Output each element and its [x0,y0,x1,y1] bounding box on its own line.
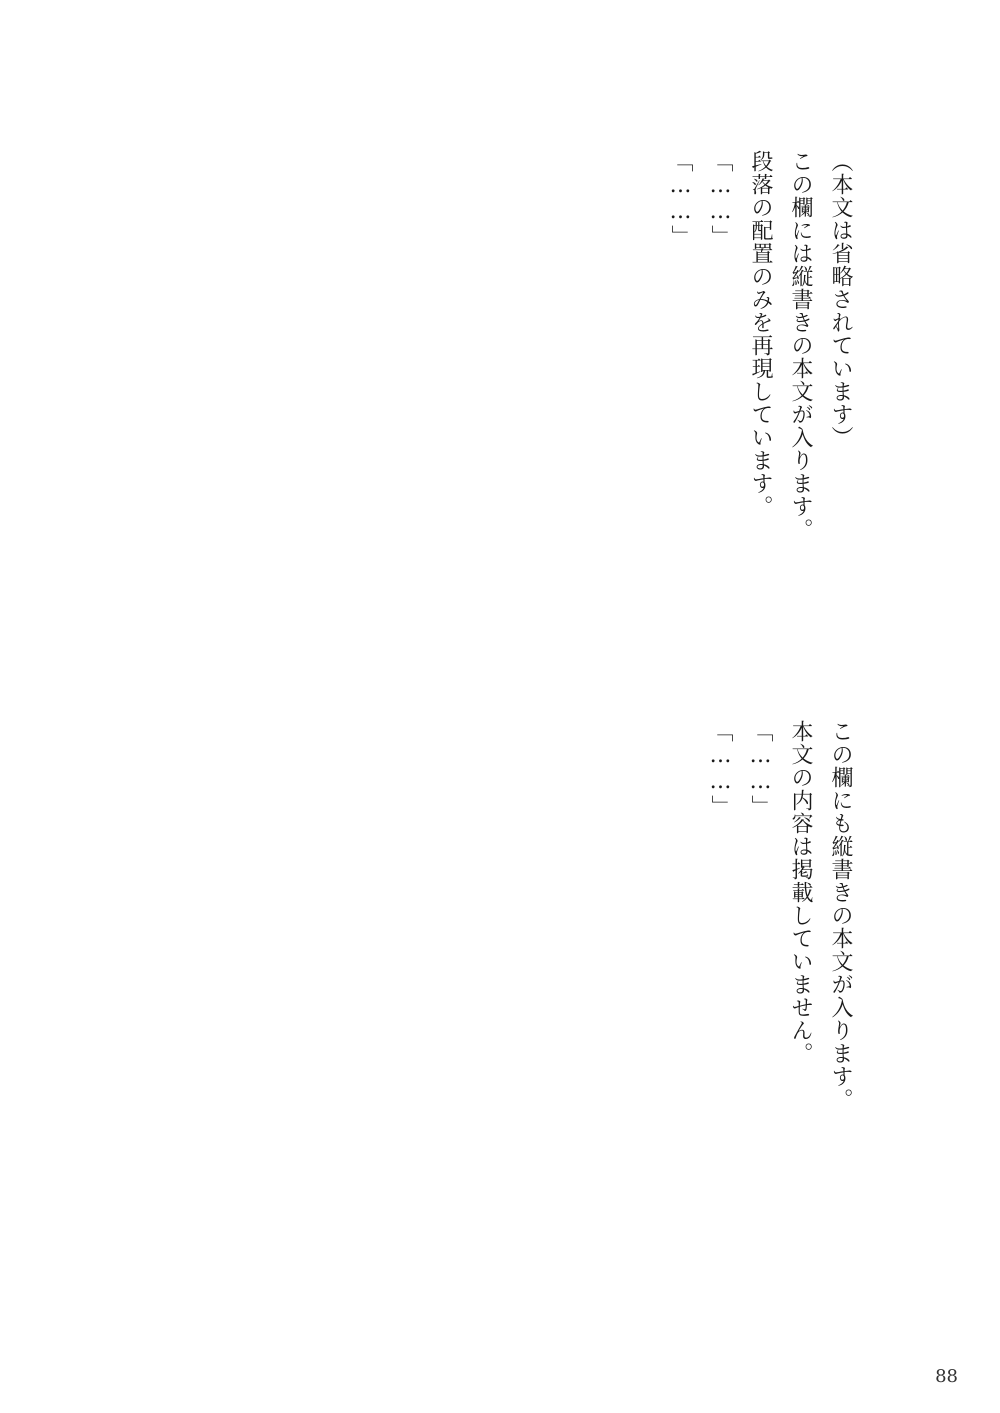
paragraph: 「……」 [668,150,693,248]
paragraph: この欄にも縦書きの本文が入ります。 [828,720,853,1111]
paragraph: 「……」 [708,720,733,818]
upper-text-column [140,150,860,690]
paragraph: 「……」 [748,720,773,818]
paragraph: 本文の内容は掲載していません。 [788,720,813,1065]
lower-text-column [140,720,860,1280]
paragraph: （本文は省略されています） [828,150,853,449]
paragraph: 段落の配置のみを再現しています。 [748,150,773,518]
paragraph: この欄には縦書きの本文が入ります。 [788,150,813,541]
paragraph: 「……」 [708,150,733,248]
page-number: 88 [935,1366,958,1387]
